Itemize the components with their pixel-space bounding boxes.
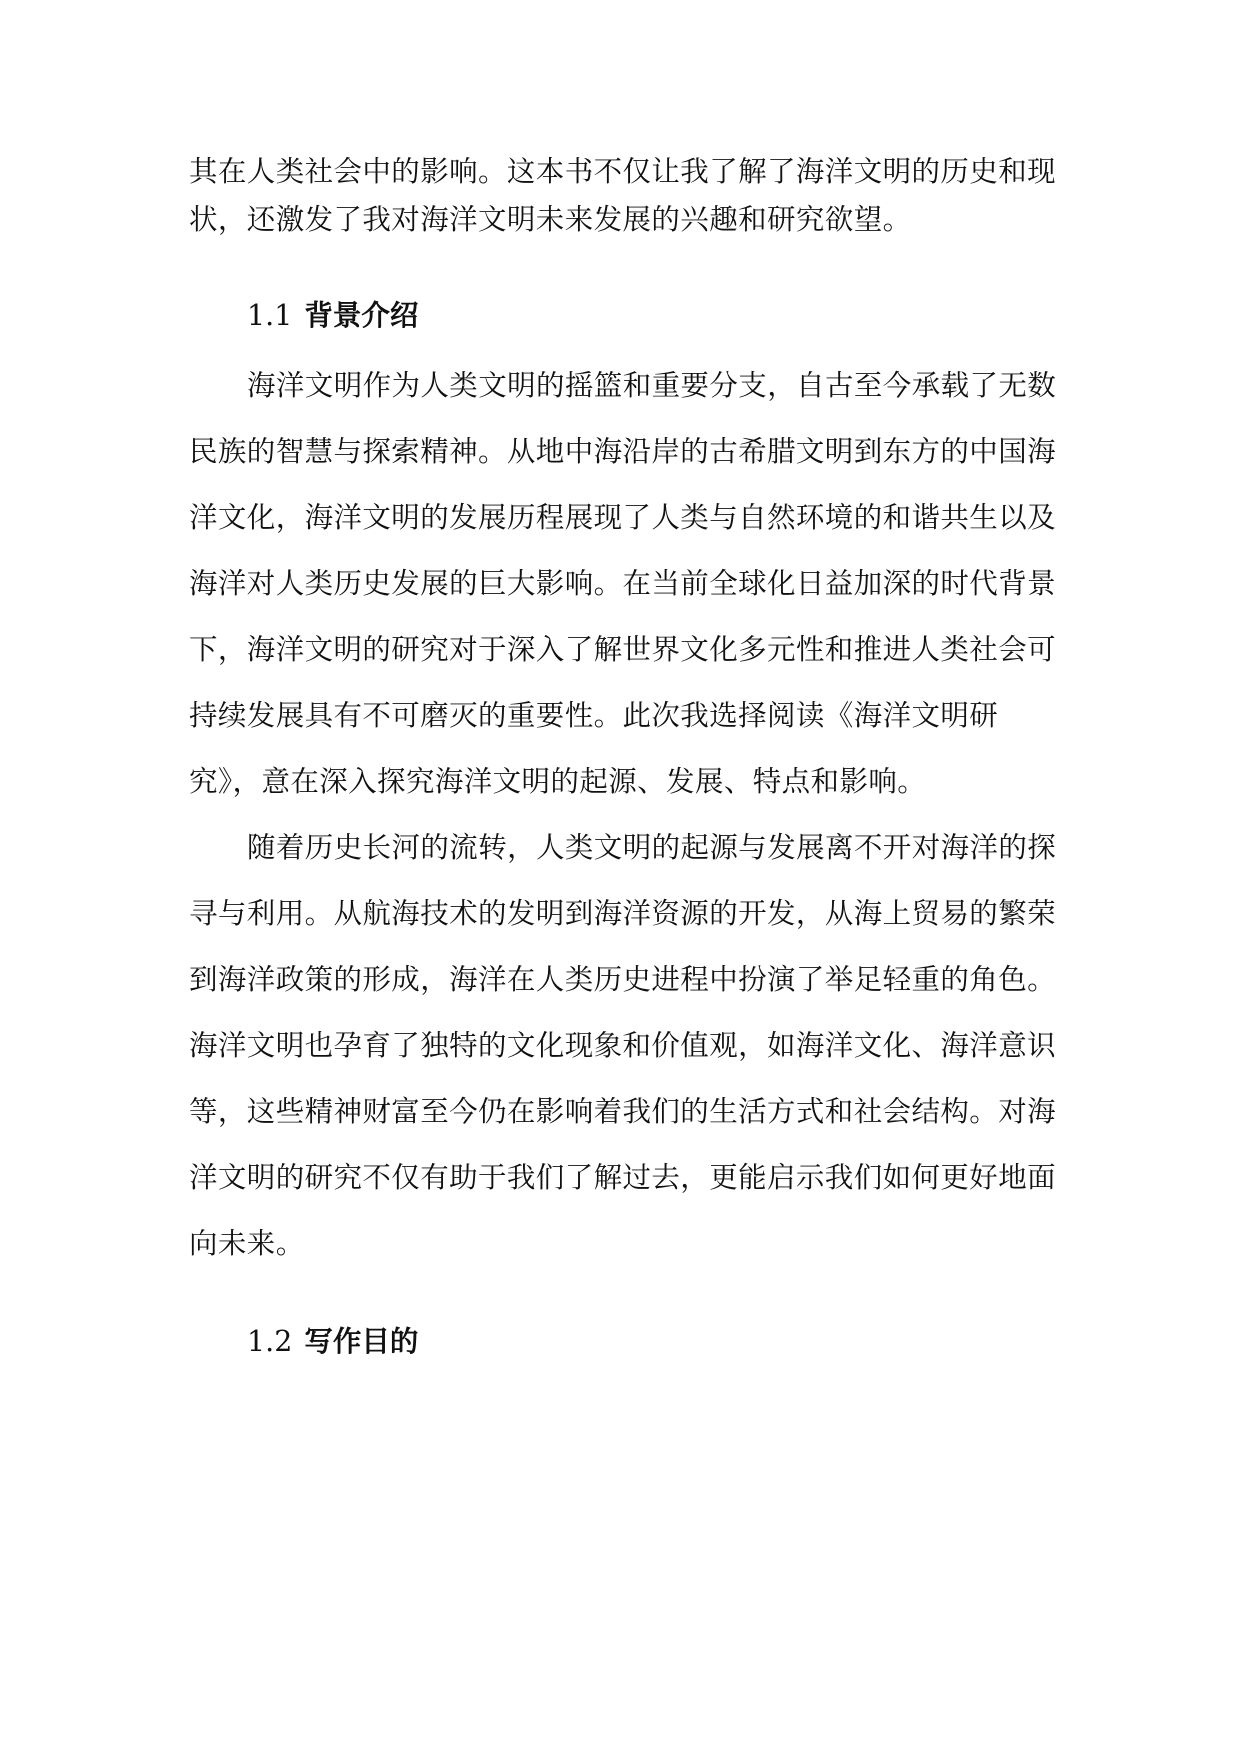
body-text-line: 向未来。 [189, 1227, 305, 1260]
body-text-line: 海洋对人类历史发展的巨大影响。在当前全球化日益加深的时代背景 [189, 567, 1057, 600]
section-title: 写作目的 [304, 1325, 419, 1358]
body-text-line: 洋文明的研究不仅有助于我们了解过去，更能启示我们如何更好地面 [189, 1161, 1057, 1194]
section-heading-1-2 [247, 1322, 418, 1362]
section-number: 1.1 [247, 299, 293, 332]
body-text-line: 到海洋政策的形成，海洋在人类历史进程中扮演了举足轻重的角色。 [189, 963, 1057, 996]
body-text-line: 等，这些精神财富至今仍在影响着我们的生活方式和社会结构。对海 [189, 1095, 1057, 1128]
body-text-line: 海洋文明作为人类文明的摇篮和重要分支，自古至今承载了无数 [247, 369, 1057, 402]
body-text-line: 究》，意在深入探究海洋文明的起源、发展、特点和影响。 [189, 765, 927, 798]
section-heading-1-1 [247, 296, 418, 336]
body-text-line: 下，海洋文明的研究对于深入了解世界文化多元性和推进人类社会可 [189, 633, 1057, 666]
body-text-line: 寻与利用。从航海技术的发明到海洋资源的开发，从海上贸易的繁荣 [189, 897, 1057, 930]
section-number: 1.2 [247, 1325, 293, 1358]
body-text-line: 洋文化，海洋文明的发展历程展现了人类与自然环境的和谐共生以及 [189, 501, 1057, 534]
section-title: 背景介绍 [304, 299, 419, 332]
body-text-line: 民族的智慧与探索精神。从地中海沿岸的古希腊文明到东方的中国海 [189, 435, 1057, 468]
body-text-line: 状，还激发了我对海洋文明未来发展的兴趣和研究欲望。 [189, 203, 912, 236]
body-text-line: 持续发展具有不可磨灭的重要性。此次我选择阅读《海洋文明研 [189, 699, 999, 732]
body-text-line: 随着历史长河的流转，人类文明的起源与发展离不开对海洋的探 [247, 831, 1057, 864]
body-text-line: 海洋文明也孕育了独特的文化现象和价值观，如海洋文化、海洋意识 [189, 1029, 1057, 1062]
body-text-line: 其在人类社会中的影响。这本书不仅让我了解了海洋文明的历史和现 [189, 155, 1057, 188]
